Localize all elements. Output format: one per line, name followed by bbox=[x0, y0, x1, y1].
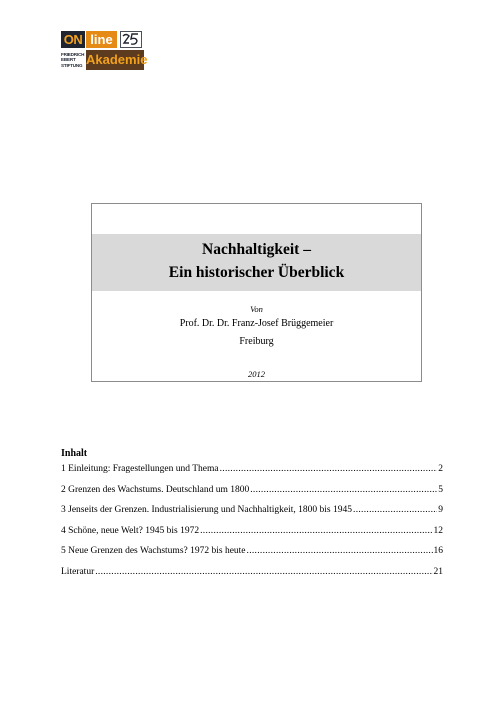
toc-entry-title: Literatur bbox=[61, 566, 95, 577]
logo-stiftung-line-3: STIFTUNG bbox=[61, 62, 83, 68]
toc-entry[interactable] bbox=[61, 464, 443, 485]
toc-leader bbox=[200, 526, 432, 536]
toc-entry-page: 2 bbox=[438, 464, 443, 474]
toc-leader bbox=[250, 485, 437, 495]
toc-entry-title: 2 Grenzen des Wachstums. Deutschland um 1800 bbox=[61, 484, 250, 495]
toc-entry-title: 5 Neue Grenzen des Wachstums? 1972 bis heute bbox=[61, 546, 246, 556]
logo-on: ON bbox=[61, 31, 85, 48]
toc-entry[interactable] bbox=[61, 526, 443, 547]
toc-heading: Inhalt bbox=[61, 448, 88, 459]
logo-line: line bbox=[86, 31, 117, 48]
title-box bbox=[91, 203, 422, 382]
toc-entry[interactable] bbox=[61, 567, 443, 588]
page-title: Nachhaltigkeit – bbox=[202, 241, 311, 258]
anniversary-25-icon bbox=[120, 31, 142, 48]
toc-entry-title: 3 Jenseits der Grenzen. Industrialisierung und Nachhaltigkeit, 1800 bis 1945 bbox=[61, 505, 353, 515]
toc-entry-page: 12 bbox=[433, 525, 443, 536]
logo-stiftung-line-1: FRIEDRICH bbox=[61, 51, 85, 57]
publication-year: 2012 bbox=[248, 369, 265, 379]
toc-leader bbox=[353, 505, 437, 515]
toc-leader bbox=[95, 567, 432, 577]
toc-entry-title: 4 Schöne, neue Welt? 1945 bis 1972 bbox=[61, 525, 200, 536]
byline-label: Von bbox=[250, 304, 263, 314]
toc-entry[interactable] bbox=[61, 505, 443, 526]
logo-stiftung bbox=[61, 50, 85, 70]
toc-leader bbox=[220, 464, 438, 474]
toc-entry[interactable] bbox=[61, 485, 443, 506]
toc-entry-page: 9 bbox=[438, 505, 443, 515]
toc-entry-page: 16 bbox=[433, 546, 443, 556]
logo-akademie: Akademie bbox=[86, 50, 144, 70]
toc-entry-title: 1 Einleitung: Fragestellungen und Thema bbox=[61, 464, 219, 474]
table-of-contents bbox=[61, 464, 443, 587]
page-subtitle: Ein historischer Überblick bbox=[168, 264, 345, 281]
toc-entry[interactable] bbox=[61, 546, 443, 567]
toc-leader bbox=[247, 546, 433, 556]
author-place: Freiburg bbox=[239, 336, 274, 347]
author-name: Prof. Dr. Dr. Franz-Josef Brüggemeier bbox=[179, 318, 334, 329]
logo-stiftung-line-2: EBERT bbox=[61, 57, 76, 63]
toc-entry-page: 21 bbox=[433, 566, 443, 577]
online-akademie-logo bbox=[61, 31, 148, 70]
toc-entry-page: 5 bbox=[438, 484, 443, 495]
